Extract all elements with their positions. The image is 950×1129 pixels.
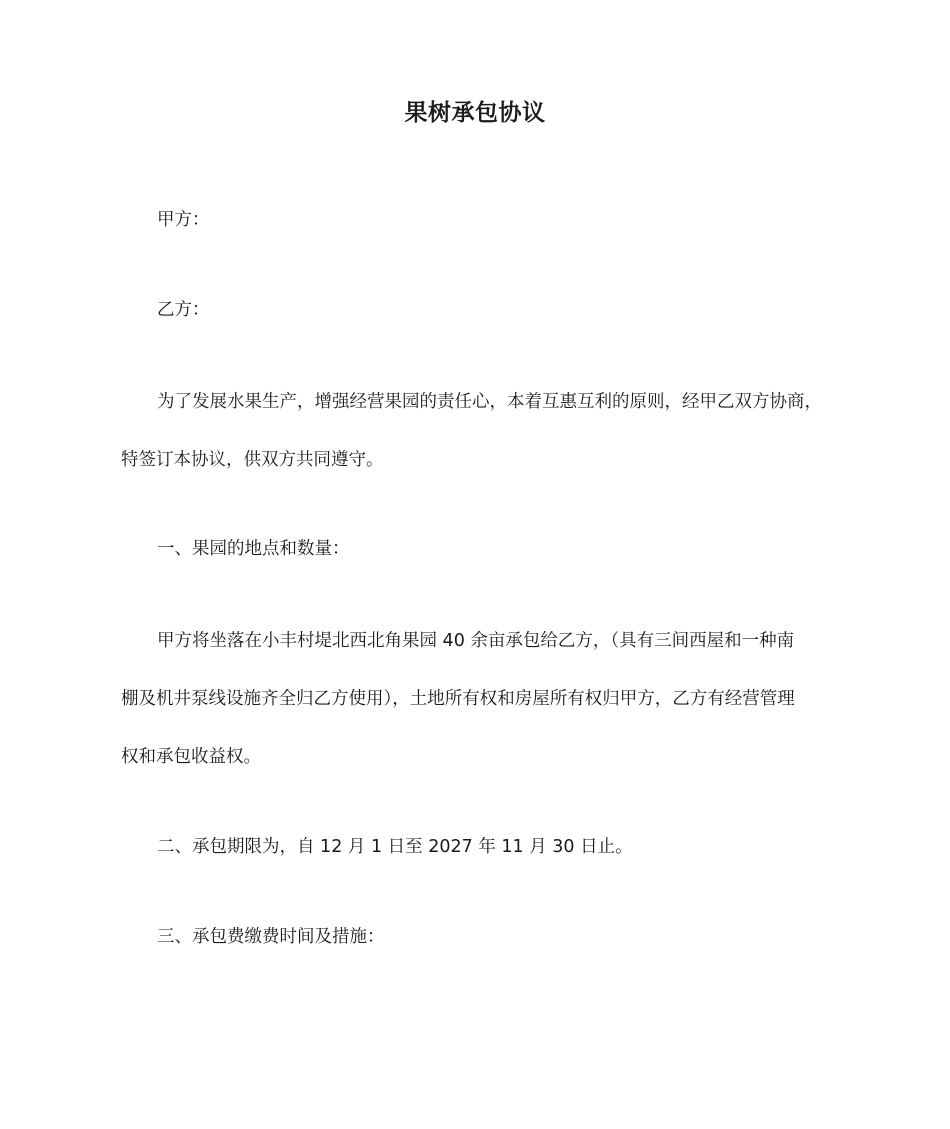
section-1-line-2: 棚及机井泵线设施齐全归乙方使用），土地所有权和房屋所有权归甲方，乙方有经营管理 <box>121 689 795 709</box>
section-1-line-3: 权和承包收益权。 <box>121 747 261 767</box>
party-b-line: 乙方： <box>157 300 210 320</box>
party-a-line: 甲方： <box>157 210 210 230</box>
intro-paragraph <box>121 373 833 489</box>
intro-line-2: 特签订本协议，供双方共同遵守。 <box>121 450 384 470</box>
section-3-heading: 三、承包费缴费时间及措施： <box>157 927 385 947</box>
section-1-heading: 一、果园的地点和数量： <box>157 539 350 559</box>
section-2-term: 二、承包期限为，自 12 月 1 日至 2027 年 11 月 30 日止。 <box>157 837 633 857</box>
intro-line-1: 为了发展水果生产，增强经营果园的责任心，本着互惠互利的原则，经甲乙双方协商， <box>157 392 822 412</box>
document-title: 果树承包协议 <box>404 100 546 126</box>
section-1-line-1: 甲方将坐落在小丰村堤北西北角果园 40 余亩承包给乙方，（具有三间西屋和一种南 <box>157 631 795 651</box>
section-1-body <box>121 612 833 786</box>
